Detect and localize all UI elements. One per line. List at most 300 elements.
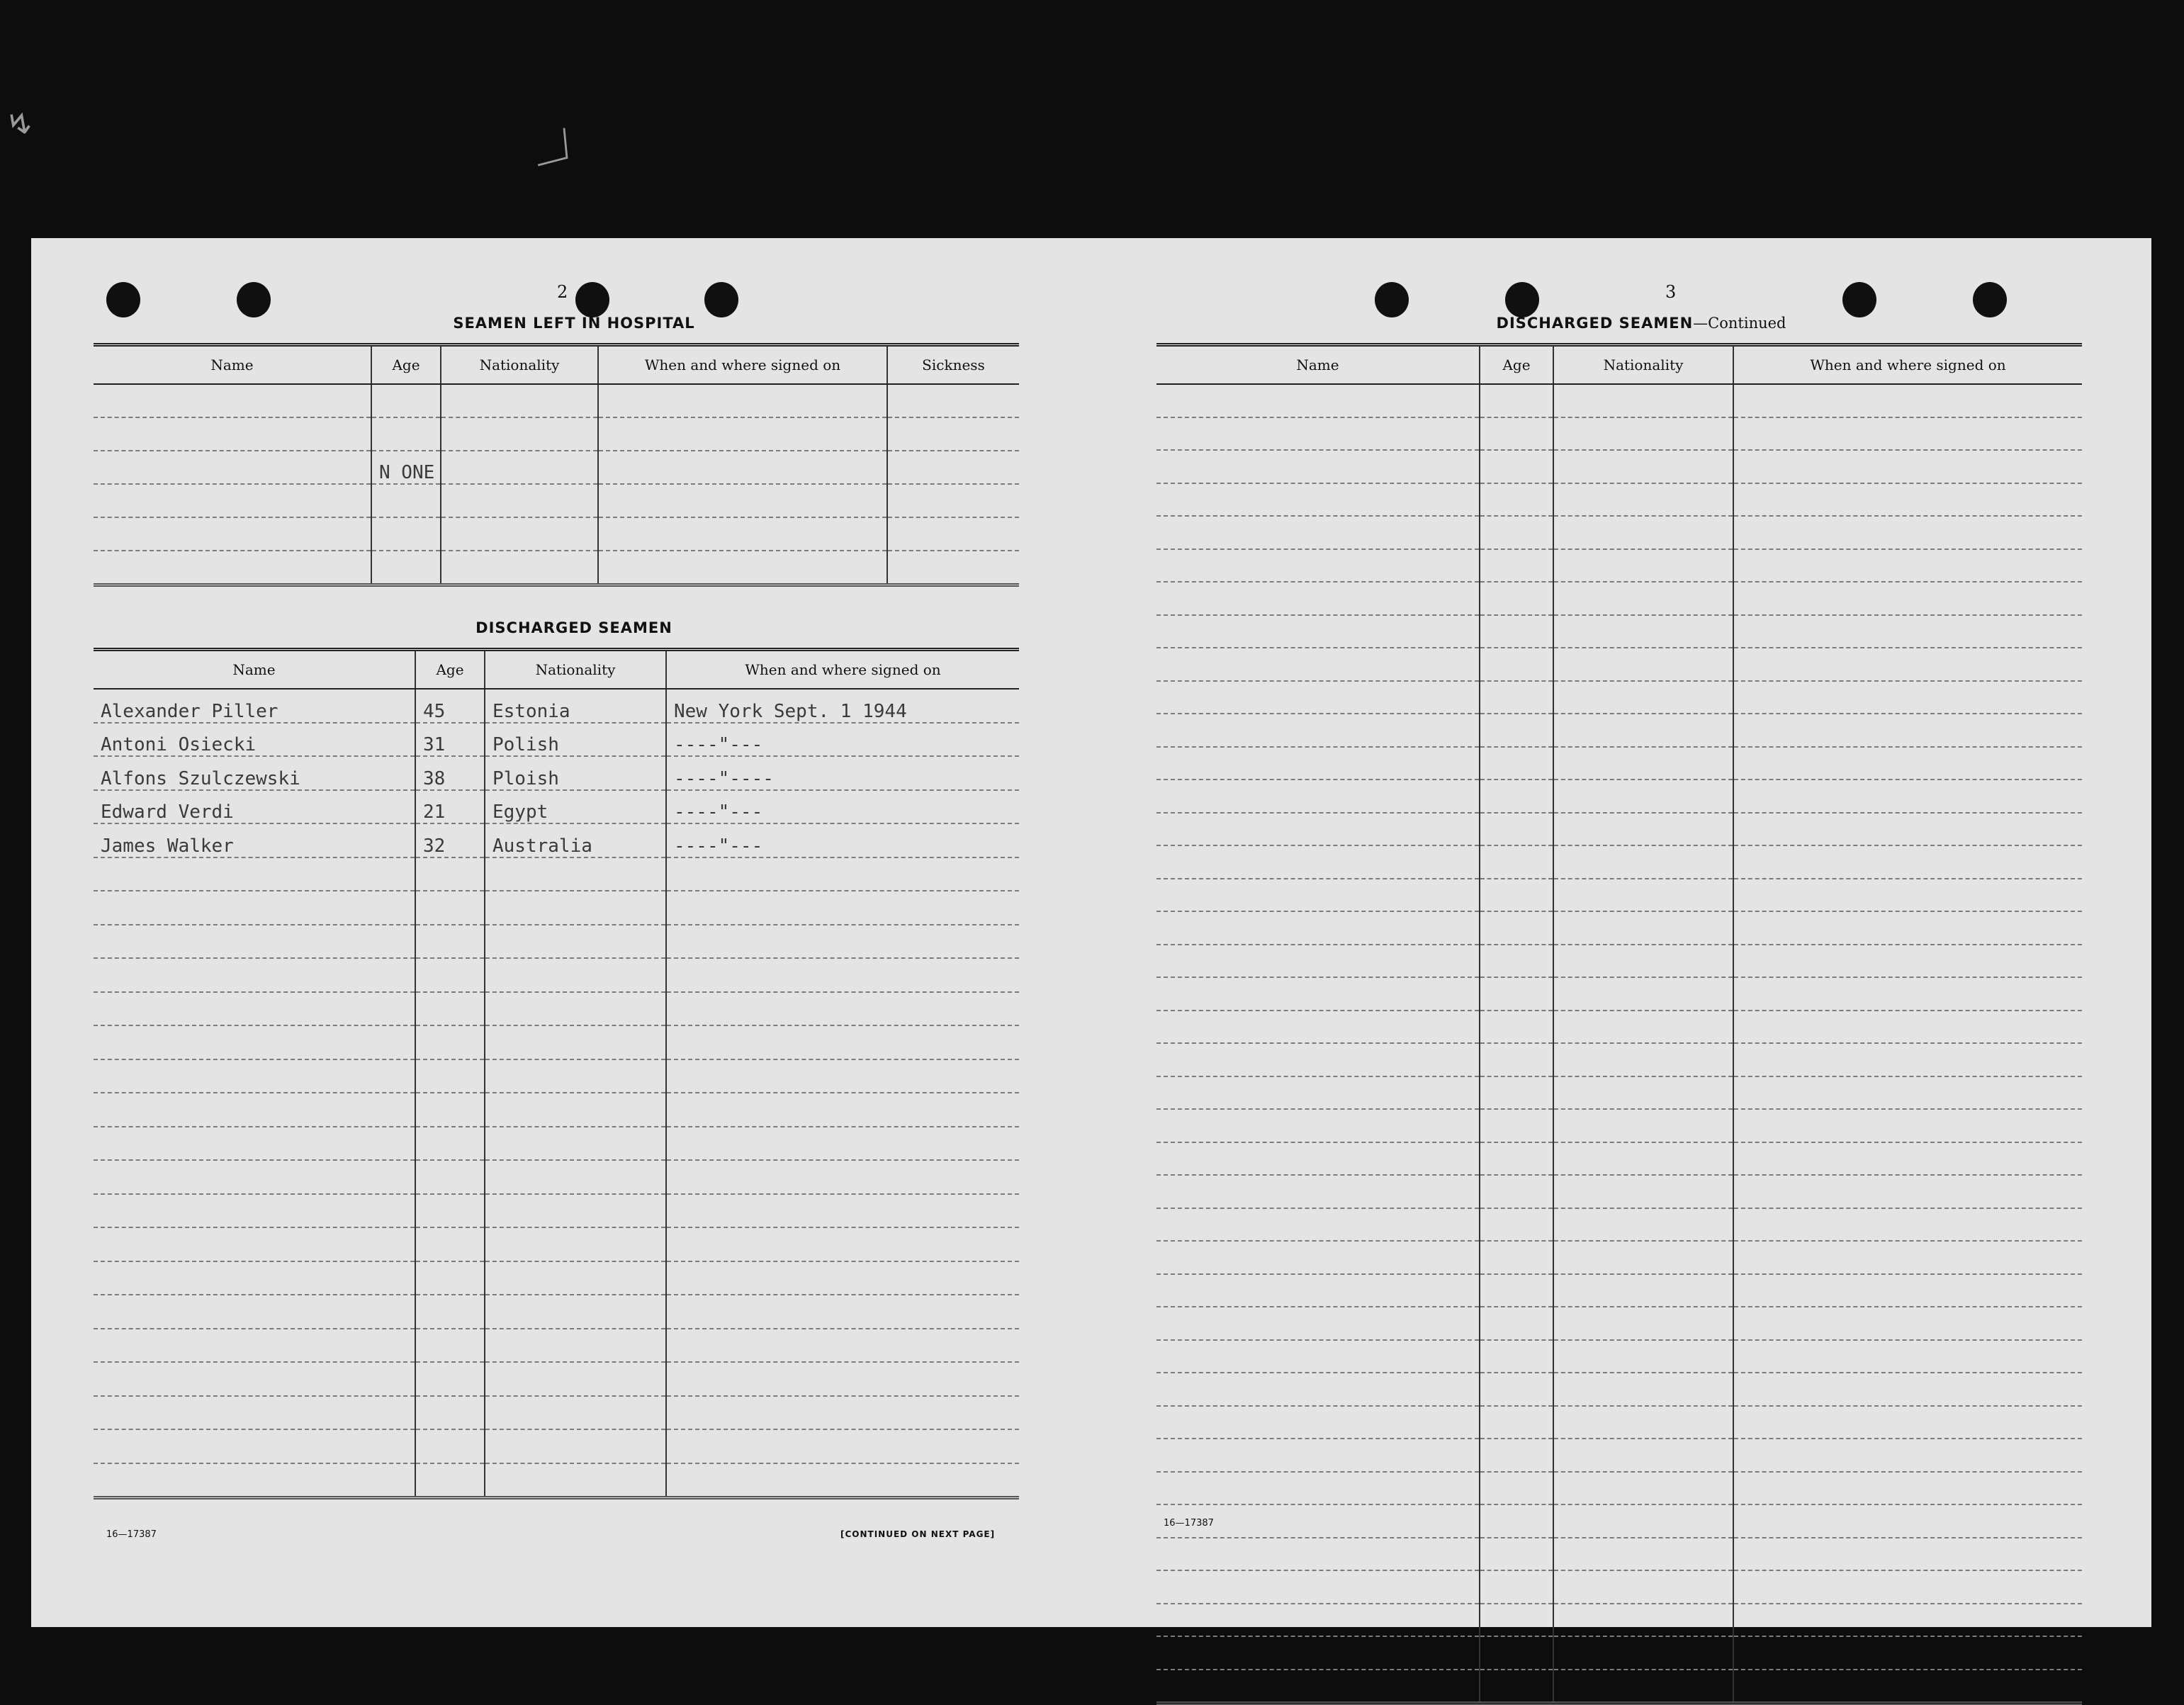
table-cell bbox=[1480, 780, 1553, 813]
table-cell bbox=[371, 551, 441, 585]
table-cell bbox=[1733, 945, 2082, 978]
punch-hole bbox=[704, 282, 738, 317]
table-cell bbox=[666, 925, 1019, 959]
table-cell bbox=[1480, 879, 1553, 912]
table-cell bbox=[1156, 714, 1480, 747]
table-cell bbox=[1733, 714, 2082, 747]
table-cell bbox=[1480, 1274, 1553, 1307]
table-cell bbox=[1480, 1570, 1553, 1604]
table-cell bbox=[1480, 1472, 1553, 1505]
table-row bbox=[1156, 911, 2082, 945]
table-cell bbox=[666, 1396, 1019, 1430]
table-cell bbox=[1480, 681, 1553, 714]
table-cell bbox=[1156, 1340, 1480, 1373]
table-row bbox=[1156, 1340, 2082, 1373]
table-cell bbox=[1553, 450, 1733, 483]
table-cell bbox=[1480, 1373, 1553, 1406]
table-cell bbox=[666, 1059, 1019, 1093]
table-cell bbox=[371, 517, 441, 551]
table-cell bbox=[1480, 417, 1553, 451]
table-cell bbox=[1480, 845, 1553, 879]
table-cell: 38 bbox=[415, 756, 485, 790]
table-cell bbox=[1733, 582, 2082, 615]
table-cell bbox=[1156, 483, 1480, 517]
table-cell bbox=[1553, 911, 1733, 945]
table-cell bbox=[1553, 1570, 1733, 1604]
table-cell: N ONE bbox=[371, 451, 441, 484]
page-number: 2 bbox=[557, 282, 568, 302]
table-cell bbox=[1480, 1307, 1553, 1340]
table-cell bbox=[1553, 1011, 1733, 1044]
table-row bbox=[1156, 1307, 2082, 1340]
table-row bbox=[1156, 582, 2082, 615]
table-cell bbox=[1733, 879, 2082, 912]
table-cell bbox=[1480, 450, 1553, 483]
table-row bbox=[94, 1429, 1019, 1463]
table-cell bbox=[598, 484, 887, 517]
table-cell: 32 bbox=[415, 823, 485, 857]
table-cell bbox=[1156, 1208, 1480, 1242]
table-cell bbox=[94, 1160, 415, 1194]
table-row bbox=[1156, 1439, 2082, 1472]
table-cell bbox=[1480, 747, 1553, 780]
column-header: Name bbox=[1156, 345, 1480, 385]
table-cell bbox=[485, 1127, 666, 1161]
table-cell bbox=[887, 551, 1019, 585]
table-cell bbox=[1553, 1307, 1733, 1340]
table-cell bbox=[1553, 417, 1733, 451]
column-header: When and where signed on bbox=[666, 650, 1019, 690]
table-cell bbox=[1156, 1109, 1480, 1142]
table-row bbox=[94, 1329, 1019, 1363]
table-cell bbox=[1553, 1142, 1733, 1176]
discharged-continued-table bbox=[1156, 343, 2082, 1705]
table-cell bbox=[1480, 1076, 1553, 1110]
column-header: Nationality bbox=[1553, 345, 1733, 385]
table-cell bbox=[1553, 1472, 1733, 1505]
column-header: Nationality bbox=[441, 345, 598, 385]
table-row bbox=[94, 451, 1019, 484]
table-cell bbox=[1733, 1504, 2082, 1538]
table-cell bbox=[1553, 1439, 1733, 1472]
table-row bbox=[1156, 1011, 2082, 1044]
table-row bbox=[1156, 417, 2082, 451]
table-cell bbox=[1733, 1472, 2082, 1505]
column-header: Age bbox=[415, 650, 485, 690]
table-cell bbox=[1480, 945, 1553, 978]
table-cell bbox=[1733, 648, 2082, 681]
discharged-continued-title bbox=[1156, 315, 2126, 332]
table-cell bbox=[1156, 1307, 1480, 1340]
punch-hole bbox=[1375, 282, 1409, 317]
punch-hole bbox=[1842, 282, 1876, 317]
table-cell bbox=[441, 484, 598, 517]
table-cell bbox=[1156, 1175, 1480, 1208]
column-header: Age bbox=[1480, 345, 1553, 385]
table-cell bbox=[1553, 813, 1733, 846]
table-cell: 45 bbox=[415, 689, 485, 723]
table-cell bbox=[887, 484, 1019, 517]
hospital-section-title: SEAMEN LEFT IN HOSPITAL bbox=[453, 315, 695, 332]
table-cell bbox=[1733, 1538, 2082, 1571]
table-row bbox=[1156, 1208, 2082, 1242]
table-row bbox=[1156, 945, 2082, 978]
table-cell bbox=[94, 551, 371, 585]
punch-hole bbox=[106, 282, 140, 317]
table-cell bbox=[1156, 516, 1480, 549]
table-row bbox=[94, 790, 1019, 824]
table-row bbox=[1156, 780, 2082, 813]
table-cell bbox=[666, 1295, 1019, 1329]
table-row bbox=[94, 689, 1019, 723]
table-cell bbox=[415, 1127, 485, 1161]
table-cell bbox=[1553, 516, 1733, 549]
table-cell bbox=[94, 1127, 415, 1161]
table-row bbox=[1156, 681, 2082, 714]
table-cell bbox=[1156, 845, 1480, 879]
table-cell bbox=[485, 1362, 666, 1396]
table-row bbox=[1156, 1570, 2082, 1604]
table-cell bbox=[1480, 1011, 1553, 1044]
table-cell bbox=[666, 1261, 1019, 1295]
table-cell bbox=[485, 925, 666, 959]
table-cell bbox=[371, 484, 441, 517]
table-cell bbox=[1480, 977, 1553, 1011]
table-row bbox=[1156, 747, 2082, 780]
table-cell bbox=[1553, 1175, 1733, 1208]
table-cell bbox=[94, 1396, 415, 1430]
table-cell bbox=[94, 484, 371, 517]
table-cell bbox=[415, 1261, 485, 1295]
table-cell: Alfons Szulczewski bbox=[94, 756, 415, 790]
table-cell bbox=[1733, 483, 2082, 517]
table-cell bbox=[1553, 1274, 1733, 1307]
scan-margin-mark: 〉 bbox=[531, 123, 606, 199]
table-cell bbox=[1733, 549, 2082, 583]
table-row bbox=[1156, 450, 2082, 483]
table-cell bbox=[1156, 977, 1480, 1011]
table-cell bbox=[666, 1429, 1019, 1463]
table-cell bbox=[1480, 911, 1553, 945]
table-cell bbox=[1733, 681, 2082, 714]
table-cell bbox=[1156, 582, 1480, 615]
table-cell bbox=[1553, 945, 1733, 978]
table-cell bbox=[666, 1160, 1019, 1194]
table-cell bbox=[1156, 1538, 1480, 1571]
table-cell bbox=[887, 451, 1019, 484]
table-cell bbox=[1733, 1307, 2082, 1340]
table-cell bbox=[485, 1194, 666, 1228]
table-cell bbox=[1553, 1538, 1733, 1571]
table-row bbox=[1156, 1175, 2082, 1208]
table-cell bbox=[1156, 1570, 1480, 1604]
table-cell bbox=[666, 1093, 1019, 1127]
table-cell: 31 bbox=[415, 723, 485, 757]
table-cell: ----"--- bbox=[666, 823, 1019, 857]
table-row bbox=[1156, 1043, 2082, 1076]
table-cell bbox=[415, 1194, 485, 1228]
table-cell bbox=[485, 1463, 666, 1498]
table-cell bbox=[485, 1025, 666, 1059]
table-row bbox=[1156, 1636, 2082, 1670]
table-cell bbox=[94, 992, 415, 1026]
table-cell bbox=[415, 1227, 485, 1261]
table-cell bbox=[441, 517, 598, 551]
table-cell bbox=[1733, 1373, 2082, 1406]
table-cell bbox=[1480, 483, 1553, 517]
table-cell bbox=[485, 1429, 666, 1463]
table-cell bbox=[1733, 1340, 2082, 1373]
punch-hole bbox=[237, 282, 271, 317]
table-cell bbox=[1480, 1504, 1553, 1538]
table-row bbox=[94, 925, 1019, 959]
table-cell bbox=[666, 857, 1019, 891]
table-cell bbox=[94, 891, 415, 925]
table-cell bbox=[94, 1362, 415, 1396]
table-cell bbox=[666, 1463, 1019, 1498]
form-number: 16—17387 bbox=[1164, 1518, 1214, 1529]
table-row bbox=[1156, 1604, 2082, 1637]
discharged-section-title: DISCHARGED SEAMEN bbox=[475, 619, 672, 636]
table-cell: Antoni Osiecki bbox=[94, 723, 415, 757]
table-cell bbox=[441, 417, 598, 451]
table-row bbox=[94, 484, 1019, 517]
punch-hole bbox=[1505, 282, 1539, 317]
table-cell bbox=[1480, 582, 1553, 615]
table-cell bbox=[371, 384, 441, 417]
table-row bbox=[94, 1261, 1019, 1295]
table-cell: Ploish bbox=[485, 756, 666, 790]
table-cell bbox=[666, 1127, 1019, 1161]
table-cell: Egypt bbox=[485, 790, 666, 824]
table-cell bbox=[887, 384, 1019, 417]
column-header: When and where signed on bbox=[1733, 345, 2082, 385]
table-row bbox=[1156, 813, 2082, 846]
table-cell bbox=[1156, 384, 1480, 417]
table-cell bbox=[1553, 845, 1733, 879]
table-cell bbox=[1156, 1636, 1480, 1670]
table-cell bbox=[485, 1160, 666, 1194]
table-row bbox=[1156, 483, 2082, 517]
table-cell bbox=[1553, 1340, 1733, 1373]
table-cell: Polish bbox=[485, 723, 666, 757]
form-number: 16—17387 bbox=[106, 1529, 157, 1540]
table-cell bbox=[1553, 1406, 1733, 1439]
table-cell bbox=[1733, 1636, 2082, 1670]
table-cell bbox=[485, 1295, 666, 1329]
table-cell bbox=[1156, 911, 1480, 945]
table-row bbox=[1156, 549, 2082, 583]
table-cell bbox=[1480, 1406, 1553, 1439]
table-cell bbox=[1733, 1274, 2082, 1307]
table-row bbox=[94, 891, 1019, 925]
table-cell bbox=[1156, 549, 1480, 583]
table-cell bbox=[441, 384, 598, 417]
table-row bbox=[94, 1463, 1019, 1498]
table-cell bbox=[1553, 1208, 1733, 1242]
table-cell bbox=[1480, 384, 1553, 417]
table-cell bbox=[1553, 714, 1733, 747]
table-cell bbox=[485, 958, 666, 992]
continued-note: [CONTINUED ON NEXT PAGE] bbox=[840, 1529, 996, 1539]
table-row bbox=[1156, 648, 2082, 681]
table-cell bbox=[1733, 977, 2082, 1011]
table-cell bbox=[94, 417, 371, 451]
table-cell: Alexander Piller bbox=[94, 689, 415, 723]
table-row bbox=[94, 992, 1019, 1026]
table-cell bbox=[94, 1295, 415, 1329]
table-cell bbox=[1156, 615, 1480, 648]
table-row bbox=[1156, 384, 2082, 417]
table-cell: ----"--- bbox=[666, 723, 1019, 757]
table-cell bbox=[1733, 615, 2082, 648]
table-cell bbox=[1553, 977, 1733, 1011]
table-cell bbox=[485, 891, 666, 925]
table-cell bbox=[1156, 1472, 1480, 1505]
table-cell bbox=[1553, 615, 1733, 648]
table-row bbox=[94, 857, 1019, 891]
table-cell bbox=[1553, 1373, 1733, 1406]
table-cell bbox=[485, 1329, 666, 1363]
table-cell bbox=[94, 1059, 415, 1093]
table-cell bbox=[415, 1329, 485, 1363]
table-cell bbox=[441, 451, 598, 484]
table-row bbox=[1156, 1406, 2082, 1439]
table-cell bbox=[1156, 1241, 1480, 1274]
table-cell bbox=[1733, 417, 2082, 451]
table-cell bbox=[1480, 714, 1553, 747]
punch-hole bbox=[1973, 282, 2007, 317]
table-cell bbox=[1156, 1011, 1480, 1044]
table-cell bbox=[94, 1329, 415, 1363]
table-row bbox=[94, 1194, 1019, 1228]
table-cell bbox=[1480, 1604, 1553, 1637]
table-cell bbox=[485, 1396, 666, 1430]
table-cell bbox=[1156, 1670, 1480, 1704]
table-cell bbox=[1733, 1406, 2082, 1439]
table-cell bbox=[485, 857, 666, 891]
table-cell bbox=[1156, 1439, 1480, 1472]
table-cell bbox=[1733, 384, 2082, 417]
table-cell bbox=[415, 925, 485, 959]
page-number: 3 bbox=[1665, 282, 1677, 302]
table-row bbox=[1156, 1142, 2082, 1176]
table-cell bbox=[1733, 813, 2082, 846]
table-cell bbox=[1480, 1670, 1553, 1704]
table-cell bbox=[598, 417, 887, 451]
table-cell bbox=[1156, 747, 1480, 780]
table-row bbox=[94, 1227, 1019, 1261]
table-row bbox=[1156, 879, 2082, 912]
table-cell bbox=[94, 925, 415, 959]
table-cell bbox=[598, 517, 887, 551]
table-cell bbox=[415, 891, 485, 925]
table-cell bbox=[1733, 450, 2082, 483]
table-cell bbox=[1553, 681, 1733, 714]
table-cell: Estonia bbox=[485, 689, 666, 723]
table-cell bbox=[1480, 615, 1553, 648]
table-row bbox=[1156, 516, 2082, 549]
table-cell bbox=[666, 958, 1019, 992]
table-cell bbox=[1156, 1142, 1480, 1176]
table-row bbox=[1156, 1076, 2082, 1110]
table-row bbox=[1156, 1670, 2082, 1704]
table-row bbox=[94, 723, 1019, 757]
column-header: Sickness bbox=[887, 345, 1019, 385]
table-row bbox=[1156, 1504, 2082, 1538]
table-cell bbox=[1553, 1504, 1733, 1538]
table-cell bbox=[1553, 1109, 1733, 1142]
table-cell bbox=[1553, 1636, 1733, 1670]
table-cell bbox=[415, 1059, 485, 1093]
table-cell bbox=[1733, 1043, 2082, 1076]
table-cell bbox=[598, 551, 887, 585]
table-cell bbox=[415, 1429, 485, 1463]
table-cell bbox=[1553, 879, 1733, 912]
ledger-sheet bbox=[31, 238, 2151, 1627]
table-row bbox=[1156, 714, 2082, 747]
table-cell bbox=[1156, 1373, 1480, 1406]
table-row bbox=[1156, 845, 2082, 879]
table-cell bbox=[666, 1329, 1019, 1363]
table-cell bbox=[415, 1025, 485, 1059]
table-cell bbox=[1480, 1043, 1553, 1076]
table-cell bbox=[94, 1429, 415, 1463]
table-row bbox=[94, 1127, 1019, 1161]
table-cell: New York Sept. 1 1944 bbox=[666, 689, 1019, 723]
table-cell bbox=[1480, 1175, 1553, 1208]
table-cell bbox=[1733, 516, 2082, 549]
table-cell bbox=[94, 1194, 415, 1228]
table-cell bbox=[1156, 813, 1480, 846]
table-cell bbox=[415, 958, 485, 992]
continued-suffix: —Continued bbox=[1693, 315, 1786, 332]
table-cell bbox=[666, 1025, 1019, 1059]
table-cell bbox=[415, 1295, 485, 1329]
table-cell bbox=[1733, 1670, 2082, 1704]
table-cell bbox=[1480, 1636, 1553, 1670]
table-cell bbox=[1553, 747, 1733, 780]
table-cell bbox=[371, 417, 441, 451]
discharged-continued-title-main: DISCHARGED SEAMEN bbox=[1496, 315, 1694, 332]
table-cell bbox=[415, 1093, 485, 1127]
table-cell bbox=[94, 1093, 415, 1127]
table-cell bbox=[94, 384, 371, 417]
column-header: Name bbox=[94, 650, 415, 690]
table-cell bbox=[1156, 1604, 1480, 1637]
table-cell bbox=[441, 551, 598, 585]
table-row bbox=[94, 1362, 1019, 1396]
table-row bbox=[94, 1025, 1019, 1059]
hospital-table bbox=[94, 343, 1019, 587]
table-cell bbox=[1156, 945, 1480, 978]
table-row bbox=[1156, 1241, 2082, 1274]
table-row bbox=[94, 417, 1019, 451]
table-row bbox=[1156, 977, 2082, 1011]
table-cell bbox=[666, 1194, 1019, 1228]
table-cell bbox=[1156, 681, 1480, 714]
table-cell bbox=[1156, 417, 1480, 451]
table-cell bbox=[598, 384, 887, 417]
table-row bbox=[94, 756, 1019, 790]
table-cell bbox=[1733, 911, 2082, 945]
table-cell bbox=[1733, 1142, 2082, 1176]
table-cell bbox=[485, 1093, 666, 1127]
table-cell bbox=[1553, 1076, 1733, 1110]
table-cell bbox=[1480, 813, 1553, 846]
table-cell bbox=[666, 1362, 1019, 1396]
table-cell bbox=[1553, 483, 1733, 517]
